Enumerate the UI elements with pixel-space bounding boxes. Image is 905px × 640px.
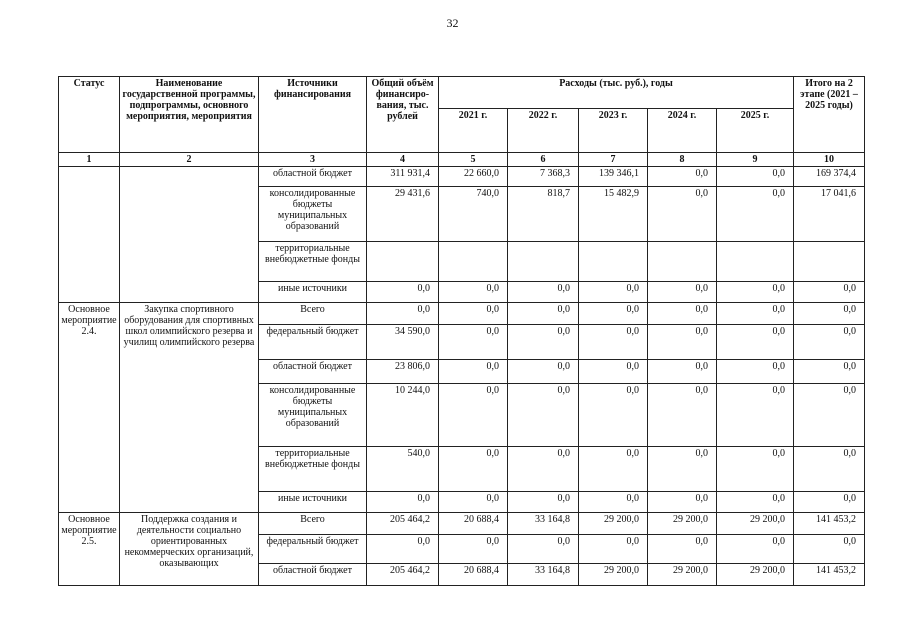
value-cell: 0,0	[648, 360, 717, 384]
value-cell: 34 590,0	[367, 325, 439, 360]
value-cell: 17 041,6	[794, 187, 865, 242]
value-cell: 0,0	[579, 325, 648, 360]
column-number-row	[59, 153, 865, 167]
value-cell: 0,0	[579, 535, 648, 564]
col-number: 9	[717, 153, 794, 167]
value-cell: 141 453,2	[794, 513, 865, 535]
source-cell: Всего	[259, 513, 367, 535]
value-cell	[367, 242, 439, 282]
value-cell: 0,0	[579, 447, 648, 492]
value-cell: 311 931,4	[367, 167, 439, 187]
header-year: 2024 г.	[648, 109, 717, 153]
value-cell: 0,0	[648, 282, 717, 303]
source-cell: консолидированные бюджеты муниципальных образований	[259, 187, 367, 242]
value-cell: 29 200,0	[648, 513, 717, 535]
page-number: 32	[446, 16, 459, 30]
source-cell: областной бюджет	[259, 167, 367, 187]
value-cell: 205 464,2	[367, 513, 439, 535]
value-cell: 0,0	[439, 325, 508, 360]
value-cell: 139 346,1	[579, 167, 648, 187]
value-cell: 0,0	[648, 447, 717, 492]
value-cell: 22 660,0	[439, 167, 508, 187]
value-cell: 0,0	[717, 535, 794, 564]
header-total: Общий объём финансиро-вания, тыс. рублей	[367, 77, 439, 153]
col-number: 10	[794, 153, 865, 167]
value-cell: 29 200,0	[579, 564, 648, 586]
header-year: 2021 г.	[439, 109, 508, 153]
value-cell: 0,0	[717, 360, 794, 384]
value-cell: 0,0	[794, 360, 865, 384]
value-cell: 0,0	[717, 325, 794, 360]
value-cell	[648, 242, 717, 282]
name-cell: Закупка спортивного оборудования для спортивных школ олимпийского резерва и училищ олимпийского резерва	[120, 303, 259, 513]
value-cell: 15 482,9	[579, 187, 648, 242]
value-cell	[717, 242, 794, 282]
value-cell: 0,0	[439, 384, 508, 447]
value-cell: 540,0	[367, 447, 439, 492]
value-cell: 0,0	[648, 384, 717, 447]
value-cell: 29 200,0	[717, 513, 794, 535]
value-cell: 0,0	[508, 360, 579, 384]
header-year: 2025 г.	[717, 109, 794, 153]
col-number: 5	[439, 153, 508, 167]
value-cell: 169 374,4	[794, 167, 865, 187]
value-cell: 0,0	[717, 282, 794, 303]
table-row	[59, 167, 865, 187]
value-cell: 0,0	[439, 492, 508, 513]
col-number: 8	[648, 153, 717, 167]
value-cell: 29 200,0	[717, 564, 794, 586]
value-cell	[508, 242, 579, 282]
col-number: 3	[259, 153, 367, 167]
value-cell: 23 806,0	[367, 360, 439, 384]
source-cell: областной бюджет	[259, 360, 367, 384]
value-cell: 0,0	[648, 187, 717, 242]
value-cell: 33 164,8	[508, 564, 579, 586]
value-cell	[439, 242, 508, 282]
source-cell: федеральный бюджет	[259, 535, 367, 564]
value-cell: 0,0	[508, 535, 579, 564]
source-cell: Всего	[259, 303, 367, 325]
header-name: Наименование государственной программы, подпрограммы, основного мероприятия, мероприятия	[120, 77, 259, 153]
value-cell: 0,0	[794, 535, 865, 564]
header-expenses: Расходы (тыс. руб.), годы	[439, 77, 794, 109]
header-status: Статус	[59, 77, 120, 153]
value-cell: 0,0	[648, 303, 717, 325]
value-cell: 0,0	[648, 492, 717, 513]
col-number: 2	[120, 153, 259, 167]
value-cell: 10 244,0	[367, 384, 439, 447]
value-cell: 0,0	[439, 447, 508, 492]
value-cell: 818,7	[508, 187, 579, 242]
value-cell: 0,0	[367, 535, 439, 564]
value-cell: 0,0	[579, 282, 648, 303]
name-cell: Поддержка создания и деятельности социально ориентированных некоммерческих организаций, оказывающих	[120, 513, 259, 586]
value-cell: 0,0	[439, 360, 508, 384]
value-cell: 29 200,0	[648, 564, 717, 586]
status-cell: Основное мероприятие 2.5.	[59, 513, 120, 586]
value-cell: 0,0	[579, 303, 648, 325]
value-cell: 20 688,4	[439, 564, 508, 586]
table-row	[59, 303, 865, 325]
value-cell: 141 453,2	[794, 564, 865, 586]
financing-table	[58, 76, 865, 586]
value-cell: 0,0	[794, 384, 865, 447]
source-cell: иные источники	[259, 282, 367, 303]
value-cell: 0,0	[367, 282, 439, 303]
value-cell: 0,0	[717, 167, 794, 187]
source-cell: территориальные внебюджетные фонды	[259, 242, 367, 282]
col-number: 7	[579, 153, 648, 167]
value-cell: 0,0	[439, 303, 508, 325]
value-cell: 0,0	[508, 303, 579, 325]
value-cell: 0,0	[508, 447, 579, 492]
value-cell: 740,0	[439, 187, 508, 242]
header-year: 2023 г.	[579, 109, 648, 153]
value-cell: 0,0	[367, 303, 439, 325]
status-cell	[59, 167, 120, 303]
value-cell: 0,0	[508, 492, 579, 513]
name-cell	[120, 167, 259, 303]
value-cell: 0,0	[508, 282, 579, 303]
value-cell: 205 464,2	[367, 564, 439, 586]
value-cell: 0,0	[717, 187, 794, 242]
value-cell: 0,0	[508, 384, 579, 447]
col-number: 6	[508, 153, 579, 167]
value-cell: 0,0	[794, 492, 865, 513]
source-cell: территориальные внебюджетные фонды	[259, 447, 367, 492]
value-cell: 7 368,3	[508, 167, 579, 187]
header-stage-total: Итого на 2 этапе (2021 – 2025 годы)	[794, 77, 865, 153]
value-cell	[794, 242, 865, 282]
value-cell: 0,0	[648, 325, 717, 360]
value-cell: 33 164,8	[508, 513, 579, 535]
value-cell: 0,0	[794, 303, 865, 325]
value-cell	[579, 242, 648, 282]
source-cell: консолидированные бюджеты муниципальных образований	[259, 384, 367, 447]
header-year: 2022 г.	[508, 109, 579, 153]
value-cell: 0,0	[717, 447, 794, 492]
value-cell: 0,0	[367, 492, 439, 513]
value-cell: 0,0	[794, 447, 865, 492]
value-cell: 0,0	[648, 167, 717, 187]
value-cell: 0,0	[579, 384, 648, 447]
status-cell: Основное мероприятие 2.4.	[59, 303, 120, 513]
col-number: 1	[59, 153, 120, 167]
source-cell: федеральный бюджет	[259, 325, 367, 360]
table-row	[59, 513, 865, 535]
value-cell: 0,0	[648, 535, 717, 564]
source-cell: иные источники	[259, 492, 367, 513]
table-body	[59, 167, 865, 586]
col-number: 4	[367, 153, 439, 167]
value-cell: 29 200,0	[579, 513, 648, 535]
value-cell: 0,0	[717, 492, 794, 513]
value-cell: 0,0	[439, 535, 508, 564]
value-cell: 0,0	[579, 492, 648, 513]
source-cell: областной бюджет	[259, 564, 367, 586]
value-cell: 29 431,6	[367, 187, 439, 242]
value-cell: 0,0	[794, 282, 865, 303]
value-cell: 0,0	[579, 360, 648, 384]
value-cell: 0,0	[439, 282, 508, 303]
value-cell: 20 688,4	[439, 513, 508, 535]
value-cell: 0,0	[508, 325, 579, 360]
value-cell: 0,0	[794, 325, 865, 360]
value-cell: 0,0	[717, 303, 794, 325]
header-sources: Источники финансирования	[259, 77, 367, 153]
value-cell: 0,0	[717, 384, 794, 447]
